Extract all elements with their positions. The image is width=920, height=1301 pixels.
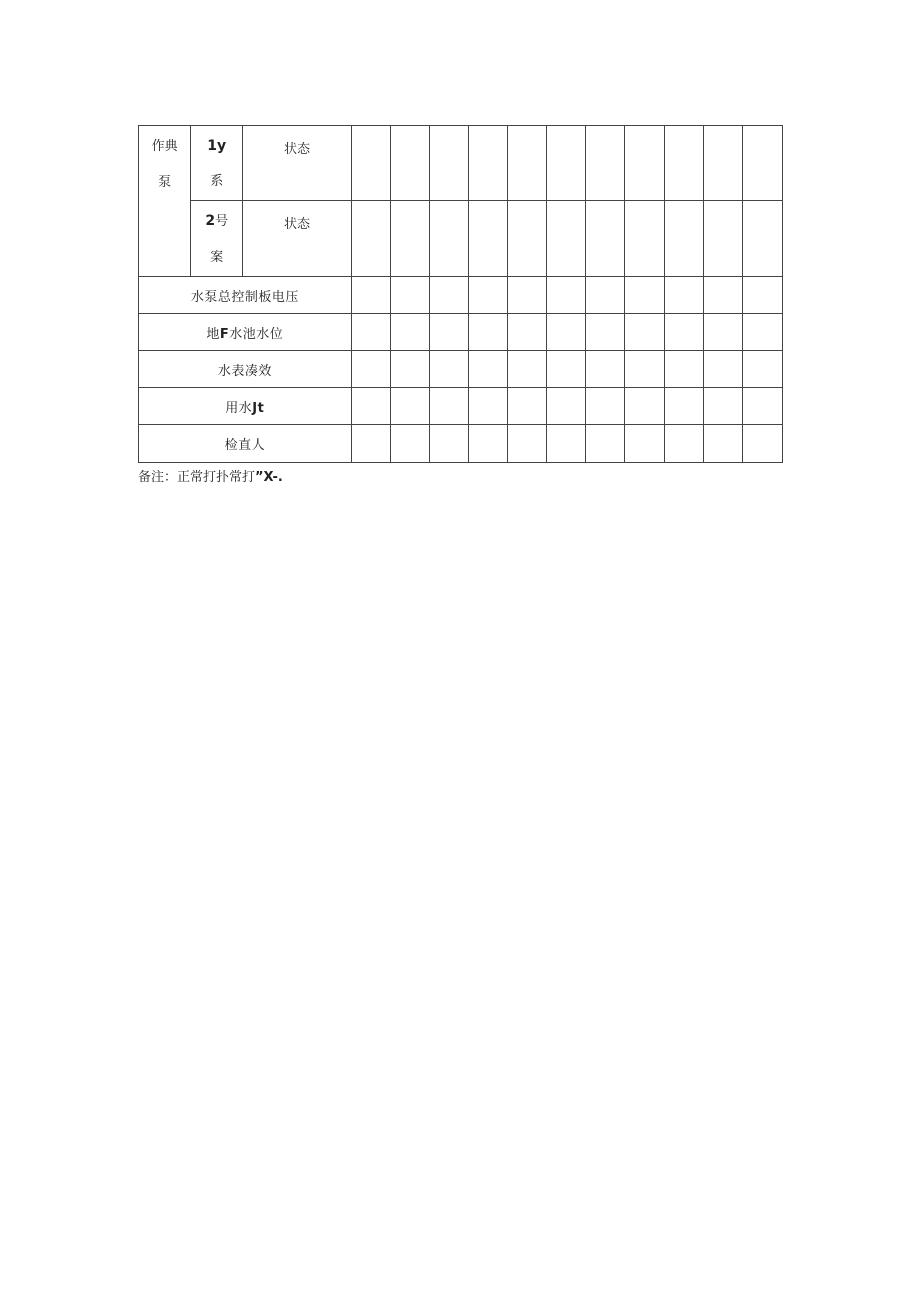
entry-cell[interactable] — [547, 388, 586, 425]
entry-cell[interactable] — [508, 314, 547, 351]
entry-cell[interactable] — [625, 126, 664, 201]
entry-cell[interactable] — [586, 351, 625, 388]
pump2-id-cell — [191, 201, 243, 277]
entry-cell[interactable] — [742, 314, 782, 351]
pump1-status-label: 状态 — [283, 142, 310, 157]
meter-reading-label: 水表凑效 — [139, 351, 352, 388]
entry-cell[interactable] — [547, 126, 586, 201]
entry-cell[interactable] — [547, 351, 586, 388]
entry-cell[interactable] — [468, 314, 507, 351]
entry-cell[interactable] — [508, 126, 547, 201]
entry-cell[interactable] — [703, 201, 742, 277]
pump2-id-top — [205, 203, 228, 240]
entry-cell[interactable] — [586, 277, 625, 314]
entry-cell[interactable] — [468, 388, 507, 425]
pump-group-cell — [139, 126, 191, 277]
entry-cell[interactable] — [429, 351, 468, 388]
entry-cell[interactable] — [664, 277, 703, 314]
entry-cell[interactable] — [586, 126, 625, 201]
entry-cell[interactable] — [468, 425, 507, 463]
pool-level-suffix: 水池水位 — [229, 326, 284, 342]
entry-cell[interactable] — [625, 425, 664, 463]
entry-cell[interactable] — [429, 126, 468, 201]
entry-cell[interactable] — [390, 201, 429, 277]
table-row — [139, 201, 783, 277]
entry-cell[interactable] — [351, 201, 390, 277]
pump2-status-label: 状态 — [283, 217, 310, 232]
water-usage-label — [139, 388, 352, 425]
entry-cell[interactable] — [390, 277, 429, 314]
water-usage-bold: Jt — [252, 400, 265, 416]
entry-cell[interactable] — [742, 126, 782, 201]
entry-cell[interactable] — [351, 277, 390, 314]
pump1-id-bottom: 系 — [210, 174, 224, 189]
entry-cell[interactable] — [508, 425, 547, 463]
table-row — [139, 351, 783, 388]
entry-cell[interactable] — [703, 388, 742, 425]
entry-cell[interactable] — [351, 388, 390, 425]
pool-level-prefix: 地 — [206, 326, 220, 342]
pump-group-label-bottom: 泵 — [158, 175, 172, 190]
pump2-id-top-suffix: 号 — [215, 214, 229, 229]
entry-cell[interactable] — [468, 277, 507, 314]
entry-cell[interactable] — [429, 277, 468, 314]
table-row — [139, 126, 783, 201]
entry-cell[interactable] — [586, 425, 625, 463]
entry-cell[interactable] — [547, 314, 586, 351]
entry-cell[interactable] — [703, 126, 742, 201]
entry-cell[interactable] — [547, 201, 586, 277]
entry-cell[interactable] — [351, 314, 390, 351]
entry-cell[interactable] — [468, 126, 507, 201]
entry-cell[interactable] — [429, 314, 468, 351]
entry-cell[interactable] — [390, 351, 429, 388]
table-row — [139, 388, 783, 425]
table-row — [139, 314, 783, 351]
entry-cell[interactable] — [625, 201, 664, 277]
entry-cell[interactable] — [351, 126, 390, 201]
pump-group-label-top: 作典 — [151, 139, 178, 154]
entry-cell[interactable] — [508, 351, 547, 388]
pool-level-label — [139, 314, 352, 351]
entry-cell[interactable] — [664, 351, 703, 388]
entry-cell[interactable] — [664, 425, 703, 463]
entry-cell[interactable] — [625, 388, 664, 425]
entry-cell[interactable] — [390, 314, 429, 351]
entry-cell[interactable] — [742, 277, 782, 314]
entry-cell[interactable] — [547, 425, 586, 463]
pump2-id-bottom: 案 — [210, 250, 224, 265]
entry-cell[interactable] — [351, 425, 390, 463]
table-row — [139, 277, 783, 314]
entry-cell[interactable] — [390, 126, 429, 201]
entry-cell[interactable] — [664, 388, 703, 425]
entry-cell[interactable] — [703, 425, 742, 463]
entry-cell[interactable] — [625, 351, 664, 388]
entry-cell[interactable] — [625, 277, 664, 314]
entry-cell[interactable] — [586, 388, 625, 425]
inspection-table — [138, 125, 783, 463]
entry-cell[interactable] — [586, 314, 625, 351]
entry-cell[interactable] — [742, 201, 782, 277]
entry-cell[interactable] — [508, 201, 547, 277]
entry-cell[interactable] — [429, 425, 468, 463]
entry-cell[interactable] — [429, 201, 468, 277]
entry-cell[interactable] — [547, 277, 586, 314]
entry-cell[interactable] — [703, 277, 742, 314]
entry-cell[interactable] — [429, 388, 468, 425]
entry-cell[interactable] — [351, 351, 390, 388]
footnote-text: 备注：正常打扑常打 — [138, 470, 256, 485]
entry-cell[interactable] — [703, 314, 742, 351]
entry-cell[interactable] — [508, 388, 547, 425]
pump1-id-top: 1y — [207, 138, 227, 154]
panel-voltage-label: 水泵总控制板电压 — [139, 277, 352, 314]
entry-cell[interactable] — [742, 425, 782, 463]
entry-cell[interactable] — [586, 201, 625, 277]
water-usage-prefix: 用水 — [225, 400, 253, 416]
entry-cell[interactable] — [508, 277, 547, 314]
entry-cell[interactable] — [703, 351, 742, 388]
table-row — [139, 425, 783, 463]
pump2-status-label-cell — [243, 201, 351, 277]
entry-cell[interactable] — [664, 314, 703, 351]
inspector-label: 检直人 — [139, 425, 352, 463]
entry-cell[interactable] — [390, 425, 429, 463]
entry-cell[interactable] — [742, 351, 782, 388]
pump2-id-top-num: 2 — [205, 213, 216, 229]
entry-cell[interactable] — [742, 388, 782, 425]
entry-cell[interactable] — [390, 388, 429, 425]
footnote — [138, 466, 283, 485]
footnote-symbol: ”X-. — [255, 470, 283, 485]
entry-cell[interactable] — [468, 351, 507, 388]
entry-cell[interactable] — [625, 314, 664, 351]
entry-cell[interactable] — [468, 201, 507, 277]
entry-cell[interactable] — [664, 126, 703, 201]
entry-cell[interactable] — [664, 201, 703, 277]
pump1-id-cell — [191, 126, 243, 201]
pool-level-bold: F — [219, 326, 230, 342]
pump1-status-label-cell — [243, 126, 351, 201]
